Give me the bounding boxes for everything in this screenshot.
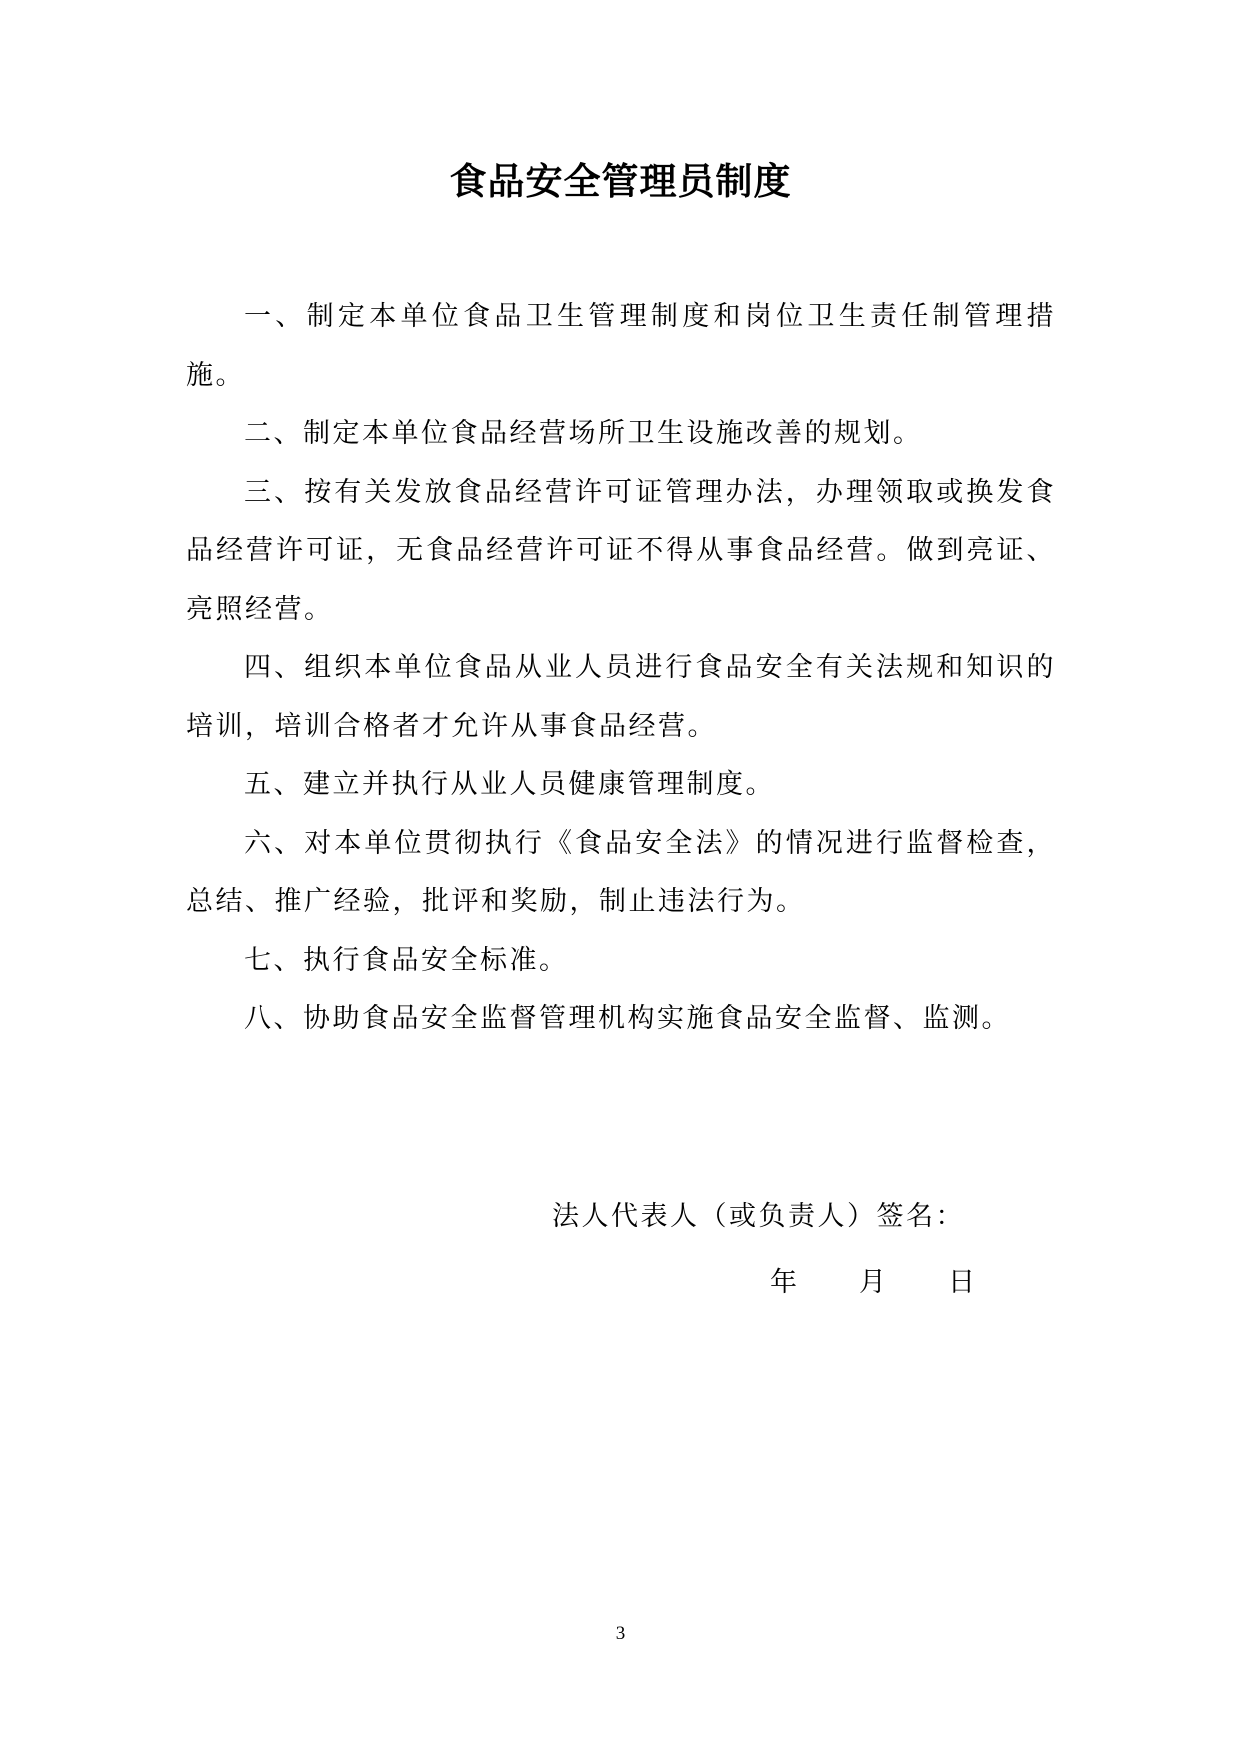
paragraph-item-6: 六、对本单位贯彻执行《食品安全法》的情况进行监督检查，总结、推广经验，批评和奖励，制止违法行为。 — [186, 827, 1056, 917]
paragraph-item-4: 四、组织本单位食品从业人员进行食品安全有关法规和知识的培训，培训合格者才允许从事食品经营。 — [186, 652, 1056, 742]
document-body — [186, 288, 1056, 1049]
paragraph-item-3: 三、按有关发放食品经营许可证管理办法，办理领取或换发食品经营许可证，无食品经营许可证不得从事食品经营。做到亮证、亮照经营。 — [186, 476, 1056, 625]
year-label: 年 — [770, 1267, 797, 1298]
month-label: 月 — [859, 1267, 886, 1298]
paragraph-item-1: 一、制定本单位食品卫生管理制度和岗位卫生责任制管理措施。 — [186, 301, 1056, 391]
page-number: 3 — [615, 1623, 626, 1644]
signature-label: 法人代表人（或负责人）签名： — [552, 1201, 965, 1232]
document-title: 食品安全管理员制度 — [449, 160, 792, 203]
day-label: 日 — [948, 1267, 975, 1298]
paragraph-item-8: 八、协助食品安全监督管理机构实施食品安全监督、监测。 — [244, 1003, 1011, 1034]
paragraph-item-5: 五、建立并执行从业人员健康管理制度。 — [244, 769, 775, 800]
paragraph-item-7: 七、执行食品安全标准。 — [244, 944, 569, 976]
paragraph-item-2: 二、制定本单位食品经营场所卫生设施改善的规划。 — [244, 418, 923, 449]
date-line — [770, 1263, 975, 1303]
